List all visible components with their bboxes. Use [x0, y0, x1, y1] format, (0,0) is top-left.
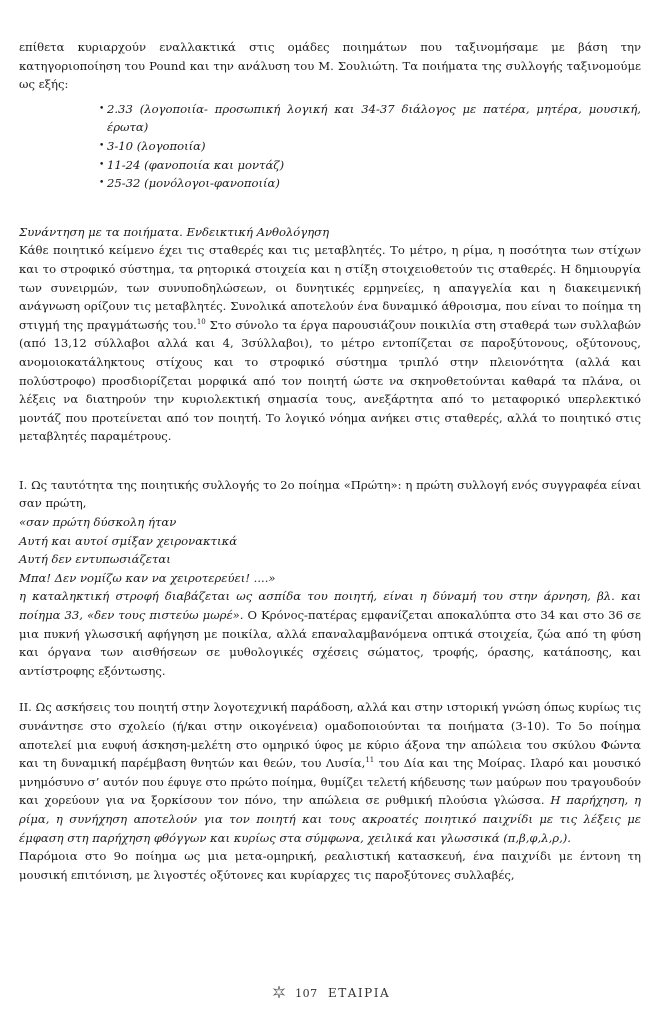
- journal-logo-icon: [272, 985, 286, 999]
- part-two-paragraph: II. Ως ασκήσεις του ποιητή στην λογοτεχνική παράδοση, αλλά και στην ιστορική γνώση όπως κυρίως τις συνάντησε στο σχολείο (ή/και στην οικογένεια) ομαδοποιούνται τα ποιήματα (3-10). Το 5ο ποίημα αποτελεί μια ευφυή άσκηση-μελέτη στο ομηρικό ύφος με κύριο άξονα την απώλεια του σκύλου Φώντα και τη δυναμική παρέμβαση θνητών και θεών, του Λυσία,$^{11}$ του Δία και της Μοίρας. Ιλαρό και μουσικό μνημόσυνο σ’ αυτόν που έφυγε στο πρώτο ποίημα, θυμίζει τελετή κήδευσης των μαύρων που τραγουδούν και χορεύουν για να ξορκίσουν τον πόνο, την απώλεια σε ρυθμική πλούσια γλώσσα. Η παρήχηση, η ρίμα, η συνήχηση αποτελούν για τον ποιητή και τους ακροατές ποιητικό παιχνίδι με τις λέξεις με έμφαση στη παρήχηση φθόγγων και κυρίως στα σύμφωνα, χειλικά και γλωσσικά (π,β,φ,λ,ρ,).: [19, 700, 641, 845]
- page-number: 107: [295, 987, 318, 1000]
- poem-group-list: [19, 100, 641, 193]
- list-item: • 3-10 (λογοποιία): [19, 137, 641, 156]
- list-item: • 25-32 (μονόλογοι-φανοποιία): [19, 174, 641, 193]
- list-item: • 2.33 (λογοποιία- προσωπική λογική και 34-37 διάλογος με πατέρα, μητέρα, μουσική, έρωτα): [19, 100, 641, 137]
- intro-paragraph: επίθετα κυριαρχούν εναλλακτικά στις ομάδες ποιημάτων που ταξινομήσαμε με βάση την κατηγοριοποίηση του Pound και την ανάλυση του Μ. Σουλιώτη. Τα ποιήματα της συλλογής ταξινομούμε ως εξής:: [19, 40, 641, 92]
- part-one-paragraph: η καταληκτική στροφή διαβάζεται ως ασπίδα του ποιητή, είναι η δύναμή του στην άρνηση, βλ. και ποίημα 33, «δεν τους πιστεύω μωρέ». Ο Κρόνος-πατέρας εμφανίζεται αποκαλύπτα στο 34 και στο 36 σε μια πυκνή γλωσσική αφήγηση με ποικίλα, αλλά επαναλαμβανόμενα οπτικά στοιχεία, ζώα από τη φύση και όργανα των αισθήσεων σε μυθολογικές σχέσεις σώματος, τροφής, όρασης, κατάποσης, και αντίστροφης εξόντωσης.: [19, 589, 641, 678]
- page-footer: [0, 985, 662, 1000]
- poem-line: Μπα! Δεν νομίζω καν να χειροτερεύει! ....»: [19, 570, 276, 585]
- poem-line: «σαν πρώτη δύσκολη ήταν: [19, 515, 177, 530]
- footnote-ref: 11: [365, 756, 375, 765]
- part-one-intro: I. Ως ταυτότητα της ποιητικής συλλογής το 2ο ποίημα «Πρώτη»: η πρώτη συλλογή ενός συγγραφέα είναι σαν πρώτη,: [19, 477, 641, 511]
- part-two-continuation: Παρόμοια στο 9ο ποίημα ως μια μετα-ομηρική, ρεαλιστική κατασκευή, ένα παιχνίδι με έντονη τη μουσική επιτόνιση, με λιγοστές οξύτονες και κυρίαρχες τις παροξύτονες συλλαβές,: [19, 849, 641, 882]
- page-body: [19, 38, 641, 884]
- section-paragraph: Κάθε ποιητικό κείμενο έχει τις σταθερές και τις μεταβλητές. Το μέτρο, η ρίμα, η ποσότητα των στίχων και το στροφικό σύστημα, τα ρητορικά στοιχεία και η στίξη στοιχειοθετούν τις σταθερές. Η δημιουργία των συνειρμών, των συνυποδηλώσεων, οι δυνητικές ερμηνείες, η απαγγελία και η διακειμενική ανάγνωση ορίζουν τις μεταβλητές. Συνολικά αποτελούν ένα δυναμικό άθροισμα, που είναι το ποίημα τη στιγμή της πραγμάτωσής του.$^{10}$ Στο σύνολο τα έργα παρουσιάζουν ποικιλία στη σταθερά των συλλαβών (από 13,12 σύλλαβοι αλλά και 4, 3σύλλαβοι), το μέτρο εντοπίζεται σε παροξύτονους, οξύτονους, ανομοιοκατάληκτους στίχους και το στροφικό σύστημα τριπλό στην πλειονότητα (αλλά και πολύστροφο) προσδιορίζεται μορφικά από τον ποιητή ώστε να σκηνοθετούνται καθαρά τα πλάνα, οι λέξεις να διατηρούν την κυριολεκτική σημασία τους, ανεξάρτητα από το μεταφορικό υπερλεκτικό μοντάζ που προτείνεται από τον ποιητή. Το λογικό νόημα ανήκει στις σταθερές, αλλά το ποιητικό στις μεταβλητές παραμέτρους.: [19, 243, 641, 444]
- list-item: • 11-24 (φανοποιία και μοντάζ): [19, 156, 641, 175]
- footnote-ref: 10: [196, 317, 206, 326]
- section-heading: Συνάντηση με τα ποιήματα. Ενδεικτική Ανθολόγηση: [19, 224, 330, 239]
- poem-line: Αυτή και αυτοί σμίξαν χειρονακτικά: [19, 533, 238, 548]
- poem-line: Αυτή δεν εντυπωσιάζεται: [19, 552, 171, 567]
- journal-name: ΕΤΑΙΡΙΑ: [328, 986, 391, 1000]
